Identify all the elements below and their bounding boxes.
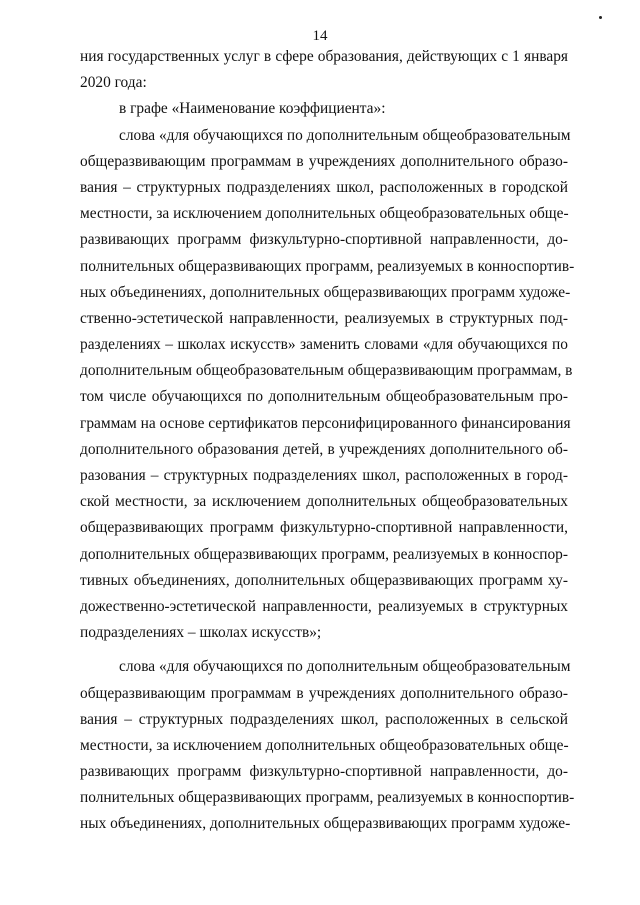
paragraph-line: разделениях – школах искусств» заменить словами «для обучающихся по <box>80 336 568 354</box>
scan-artifact-dot <box>599 16 602 19</box>
paragraph-line: полнительных общеразвивающих программ, реализуемых в конноспортив- <box>80 789 575 807</box>
paragraph-line: разования – структурных подразделениях школ, расположенных в город- <box>80 467 568 484</box>
paragraph-line: ных объединениях, дополнительных общеразвивающих программ художе- <box>80 815 571 833</box>
paragraph-line: общеразвивающим программам в учреждениях дополнительного образо- <box>80 684 568 702</box>
paragraph-line: ственно-эстетической направленности, реализуемых в структурных под- <box>80 309 568 327</box>
paragraph-line: подразделениях – школах искусств»; <box>80 624 322 642</box>
paragraph-line: дополнительных общеразвивающих программ, реализуемых в конноспор- <box>80 545 568 563</box>
paragraph-line: общеразвивающих программ физкультурно-спортивной направленности, <box>80 519 568 537</box>
paragraph-line: ных объединениях, дополнительных общеразвивающих программ художе- <box>80 283 571 301</box>
paragraph-1 <box>80 123 575 647</box>
paragraph-line: вания – структурных подразделениях школ, расположенных в городской <box>80 178 568 196</box>
paragraph-line: слова «для обучающихся по дополнительным общеобразовательным <box>119 126 571 144</box>
document-body <box>80 44 575 838</box>
column-reference: в графе «Наименование коэффициента»: <box>119 100 386 118</box>
paragraph-line: дожественно-эстетической направленности, реализуемых в структурных <box>80 597 568 615</box>
page-number: 14 <box>312 28 328 44</box>
paragraph-line: слова «для обучающихся по дополнительным общеобразовательным <box>119 658 571 676</box>
paragraph-line: тивных объединениях, дополнительных общеразвивающих программ ху- <box>80 571 568 589</box>
paragraph-line: вания – структурных подразделениях школ, расположенных в сельской <box>80 710 568 728</box>
paragraph-line: общеразвивающим программам в учреждениях дополнительного образо- <box>80 152 568 170</box>
paragraph-line: том числе обучающихся по дополнительным общеобразовательным про- <box>80 388 568 406</box>
intro-line-1: ния государственных услуг в сфере образования, действующих с 1 января <box>80 48 568 65</box>
paragraph-line: граммам на основе сертификатов персонифицированного финансирования <box>80 414 571 432</box>
paragraph-line: дополнительного образования детей, в учреждениях дополнительного об- <box>80 440 568 458</box>
paragraph-line: дополнительным общеобразовательным общеразвивающим программам, в <box>80 362 573 380</box>
intro-line-2: 2020 года: <box>80 74 147 92</box>
paragraph-gap <box>80 646 568 654</box>
paragraph-line: ской местности, за исключением дополнительных общеобразовательных <box>80 493 568 511</box>
paragraph-2 <box>80 654 575 837</box>
paragraph-line: местности, за исключением дополнительных общеобразовательных обще- <box>80 736 569 754</box>
paragraph-line: полнительных общеразвивающих программ, реализуемых в конноспортив- <box>80 257 575 275</box>
paragraph-line: развивающих программ физкультурно-спортивной направленности, до- <box>80 763 568 781</box>
paragraph-line: развивающих программ физкультурно-спортивной направленности, до- <box>80 231 568 249</box>
paragraph-line: местности, за исключением дополнительных общеобразовательных обще- <box>80 205 569 223</box>
